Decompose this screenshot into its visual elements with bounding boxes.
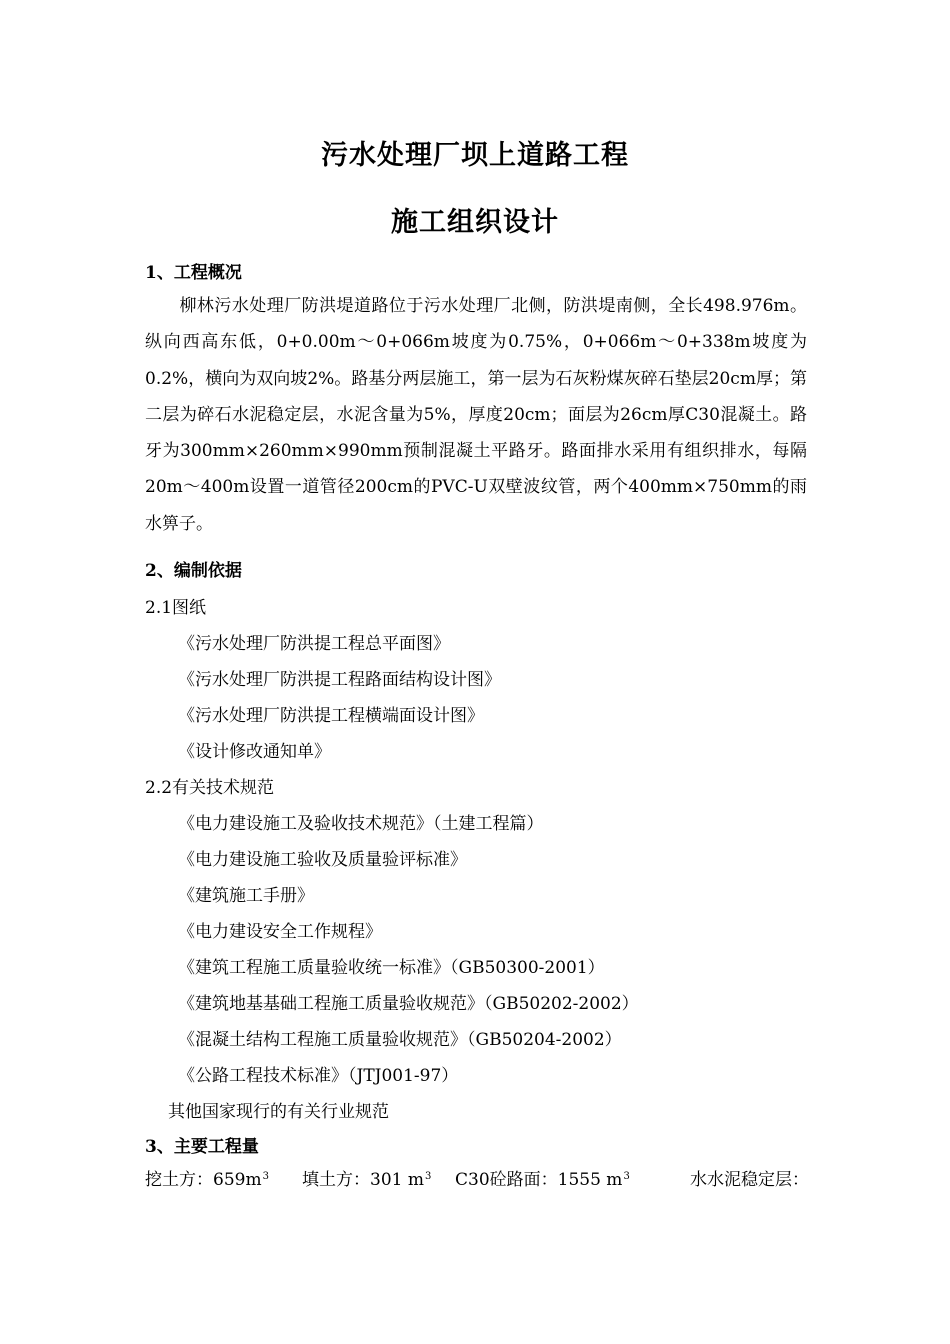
section-1-body [145,288,807,542]
quantity-cement-stabilized-layer: 水水泥稳定层： [690,1170,809,1190]
document-subtitle: 施工组织设计 [391,207,559,238]
standard-reference: 《建筑地基基础工程施工质量验收规范》（GB50202-2002） [178,994,639,1014]
document-title: 污水处理厂坝上道路工程 [321,140,629,171]
subsection-2-2-label: 2.2有关技术规范 [145,778,275,798]
section-3-heading: 3、主要工程量 [145,1137,259,1157]
standard-reference: 《建筑工程施工质量验收统一标准》（GB50300-2001） [178,958,605,978]
drawing-reference: 《污水处理厂防洪提工程路面结构设计图》 [178,670,501,690]
section-1-text: 柳林污水处理厂防洪堤道路位于污水处理厂北侧，防洪堤南侧，全长498.976m。纵向西高东低，0+0.00m～0+066m坡度为0.75%，0+066m～0+338m坡度为0.2%，横向为双向坡2%。路基分两层施工，第一层为石灰粉煤灰碎石垫层20cm厚；第二层为碎石水泥稳定层，水泥含量为5%，厚度20cm；面层为26cm厚C30混凝土。路牙为300mm×260mm×990mm预制混凝土平路牙。路面排水采用有组织排水，每隔20m～400m设置一道管径200cm的PVC-U双壁波纹管，两个400mm×750mm的雨水箅子。 [145,296,807,534]
standard-reference: 《电力建设施工验收及质量验评标准》 [178,850,467,870]
standard-reference: 《建筑施工手册》 [178,886,314,906]
section-2-heading: 2、编制依据 [145,561,242,581]
standard-reference: 《电力建设施工及验收技术规范》（土建工程篇） [178,814,544,834]
subsection-2-1-label: 2.1图纸 [145,598,207,618]
drawing-reference: 《污水处理厂防洪提工程横端面设计图》 [178,706,484,726]
drawing-reference: 《污水处理厂防洪提工程总平面图》 [178,634,450,654]
section-1-heading: 1、工程概况 [145,263,242,283]
other-standards-note: 其他国家现行的有关行业规范 [168,1102,389,1122]
standard-reference: 《混凝土结构工程施工质量验收规范》（GB50204-2002） [178,1030,622,1050]
quantity-concrete-pavement: C30砼路面：1555 $m^3$ [455,1170,630,1190]
quantity-excavation: 挖土方：$659m^3$ [145,1170,269,1190]
quantity-fill: 填土方：301 $m^3$ [302,1170,432,1190]
standard-reference: 《公路工程技术标准》（JTJ001-97） [178,1066,459,1086]
drawing-reference: 《设计修改通知单》 [178,742,331,762]
standard-reference: 《电力建设安全工作规程》 [178,922,382,942]
